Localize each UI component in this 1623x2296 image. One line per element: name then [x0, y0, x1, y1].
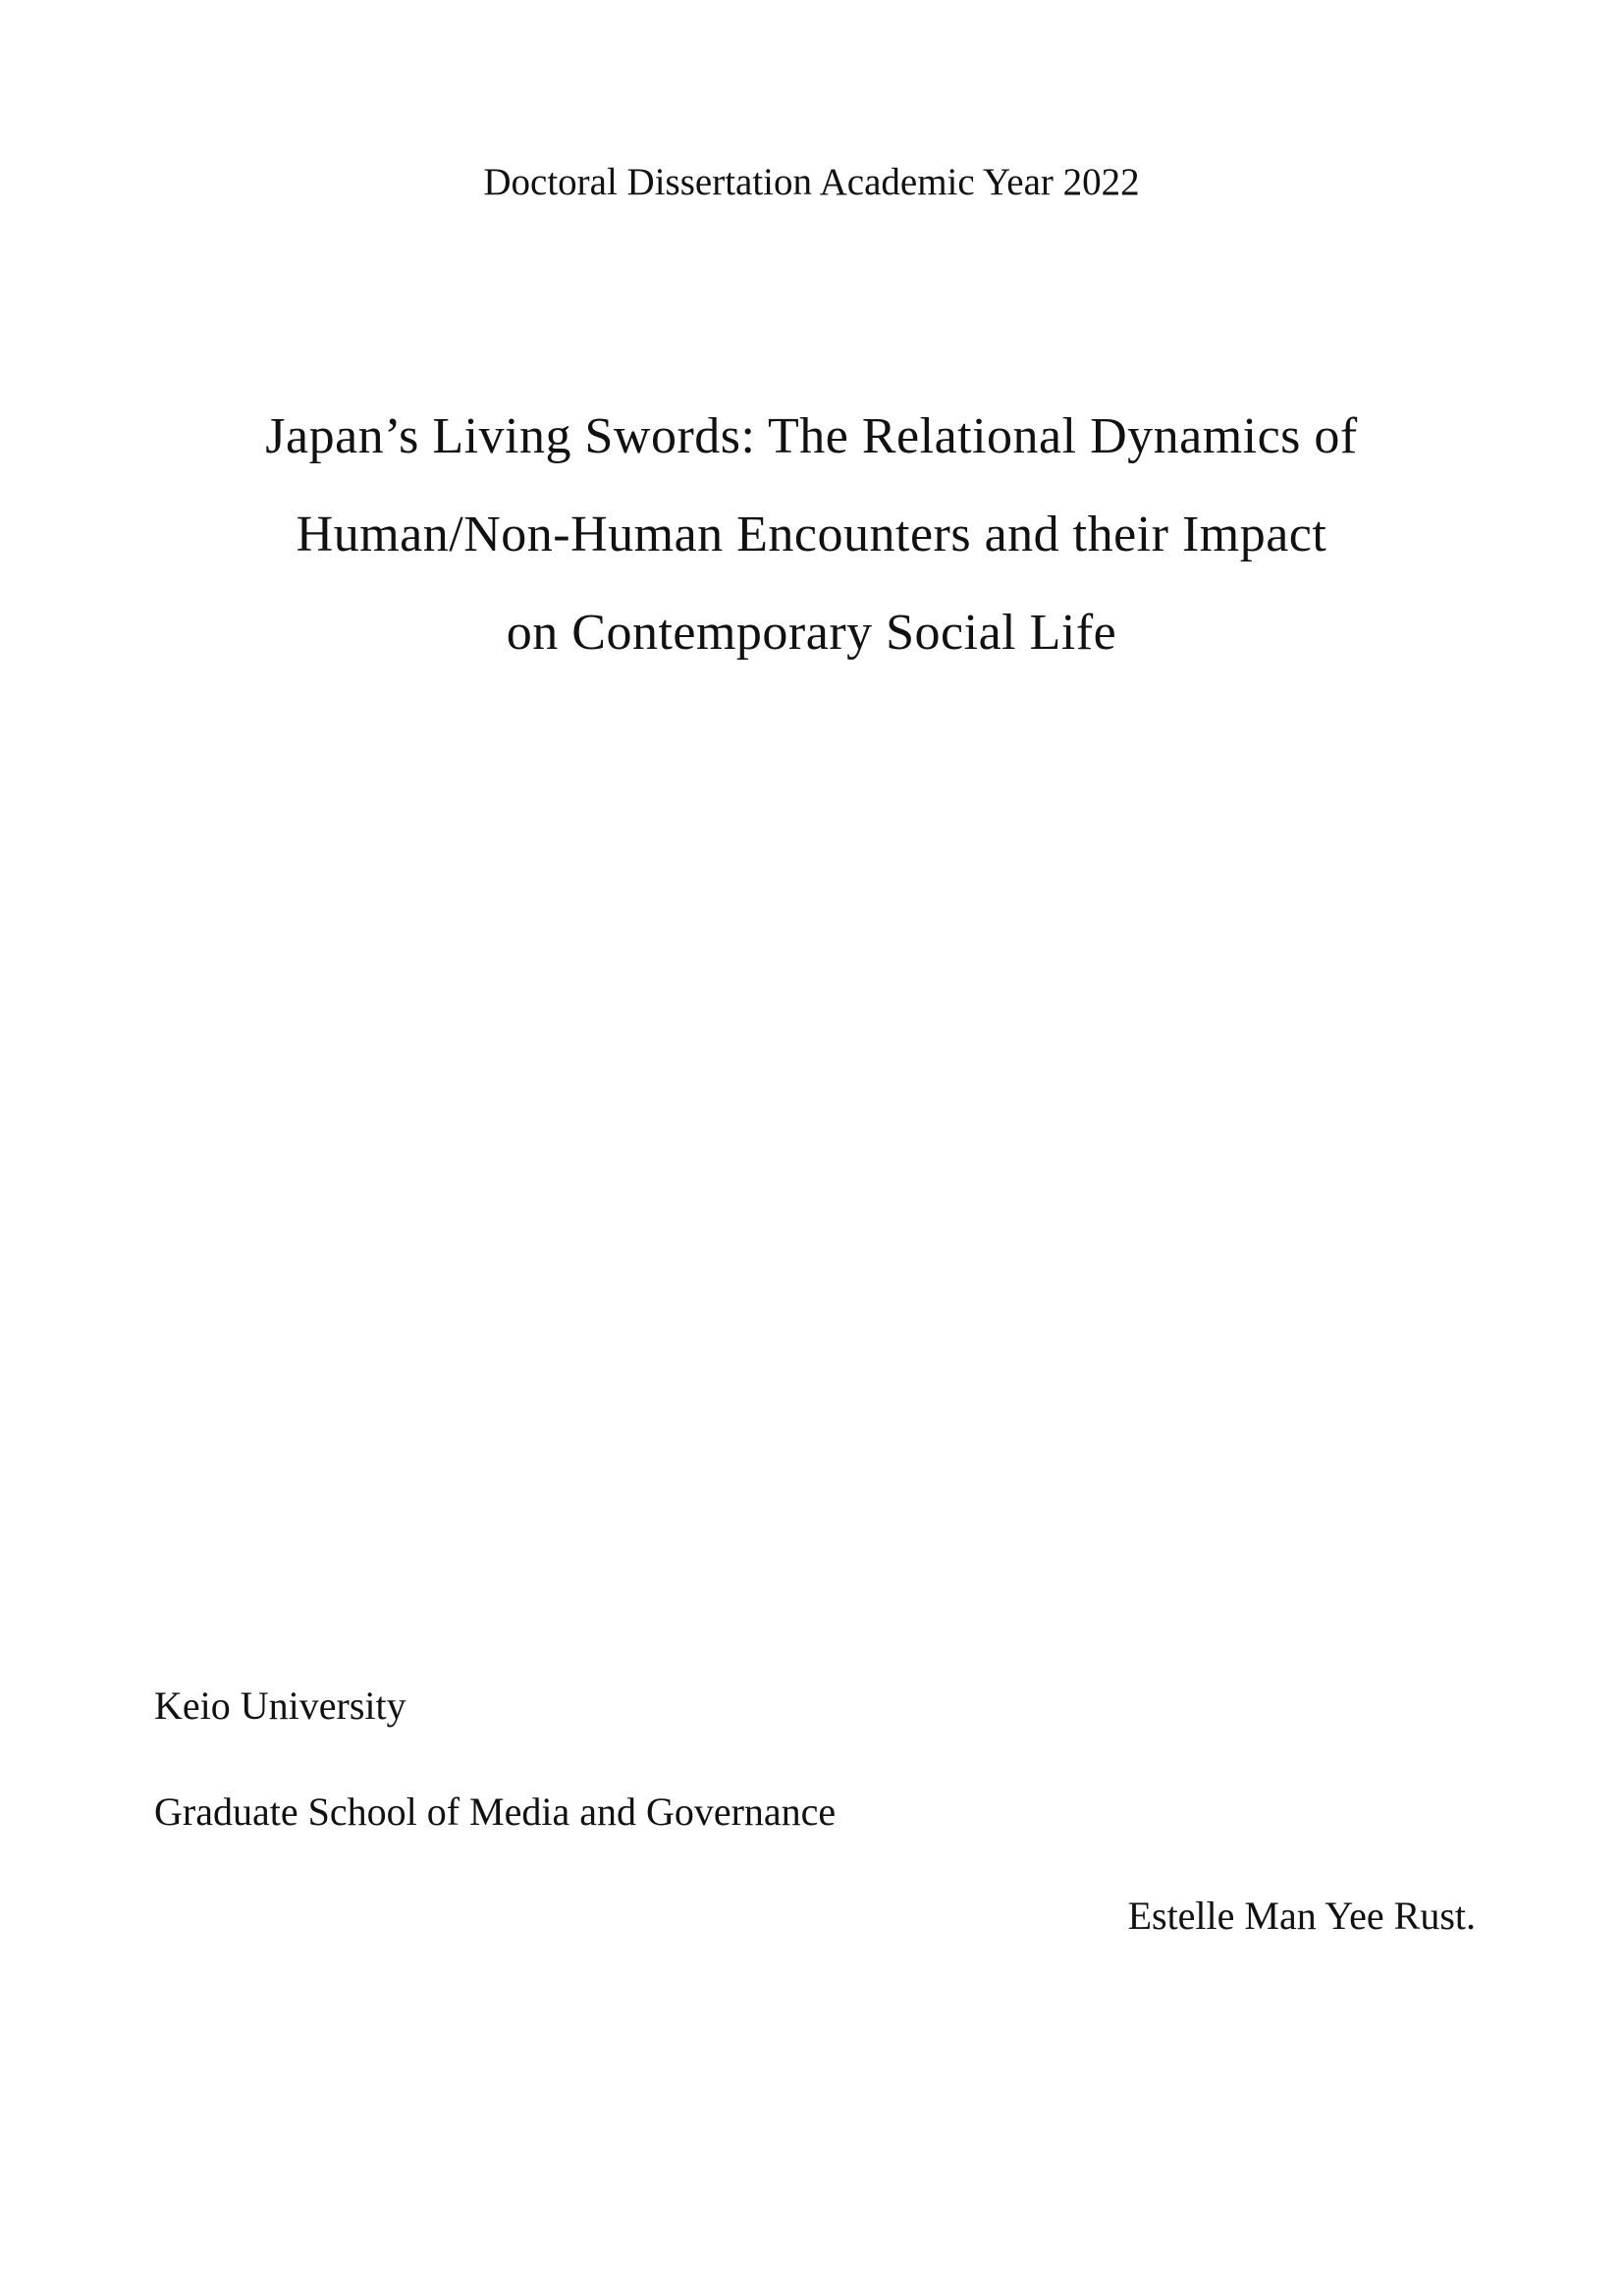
dissertation-title: [118, 388, 1505, 682]
author-name: Estelle Man Yee Rust.: [1127, 1894, 1476, 1938]
title-line-1: Japan’s Living Swords: The Relational Dynamics of: [265, 408, 1358, 464]
title-line-2: Human/Non-Human Encounters and their Impact: [296, 507, 1327, 562]
dissertation-header: Doctoral Dissertation Academic Year 2022: [483, 161, 1140, 203]
title-line-3: on Contemporary Social Life: [506, 605, 1117, 661]
graduate-school-name: Graduate School of Media and Governance: [154, 1789, 837, 1834]
university-name: Keio University: [154, 1683, 406, 1728]
